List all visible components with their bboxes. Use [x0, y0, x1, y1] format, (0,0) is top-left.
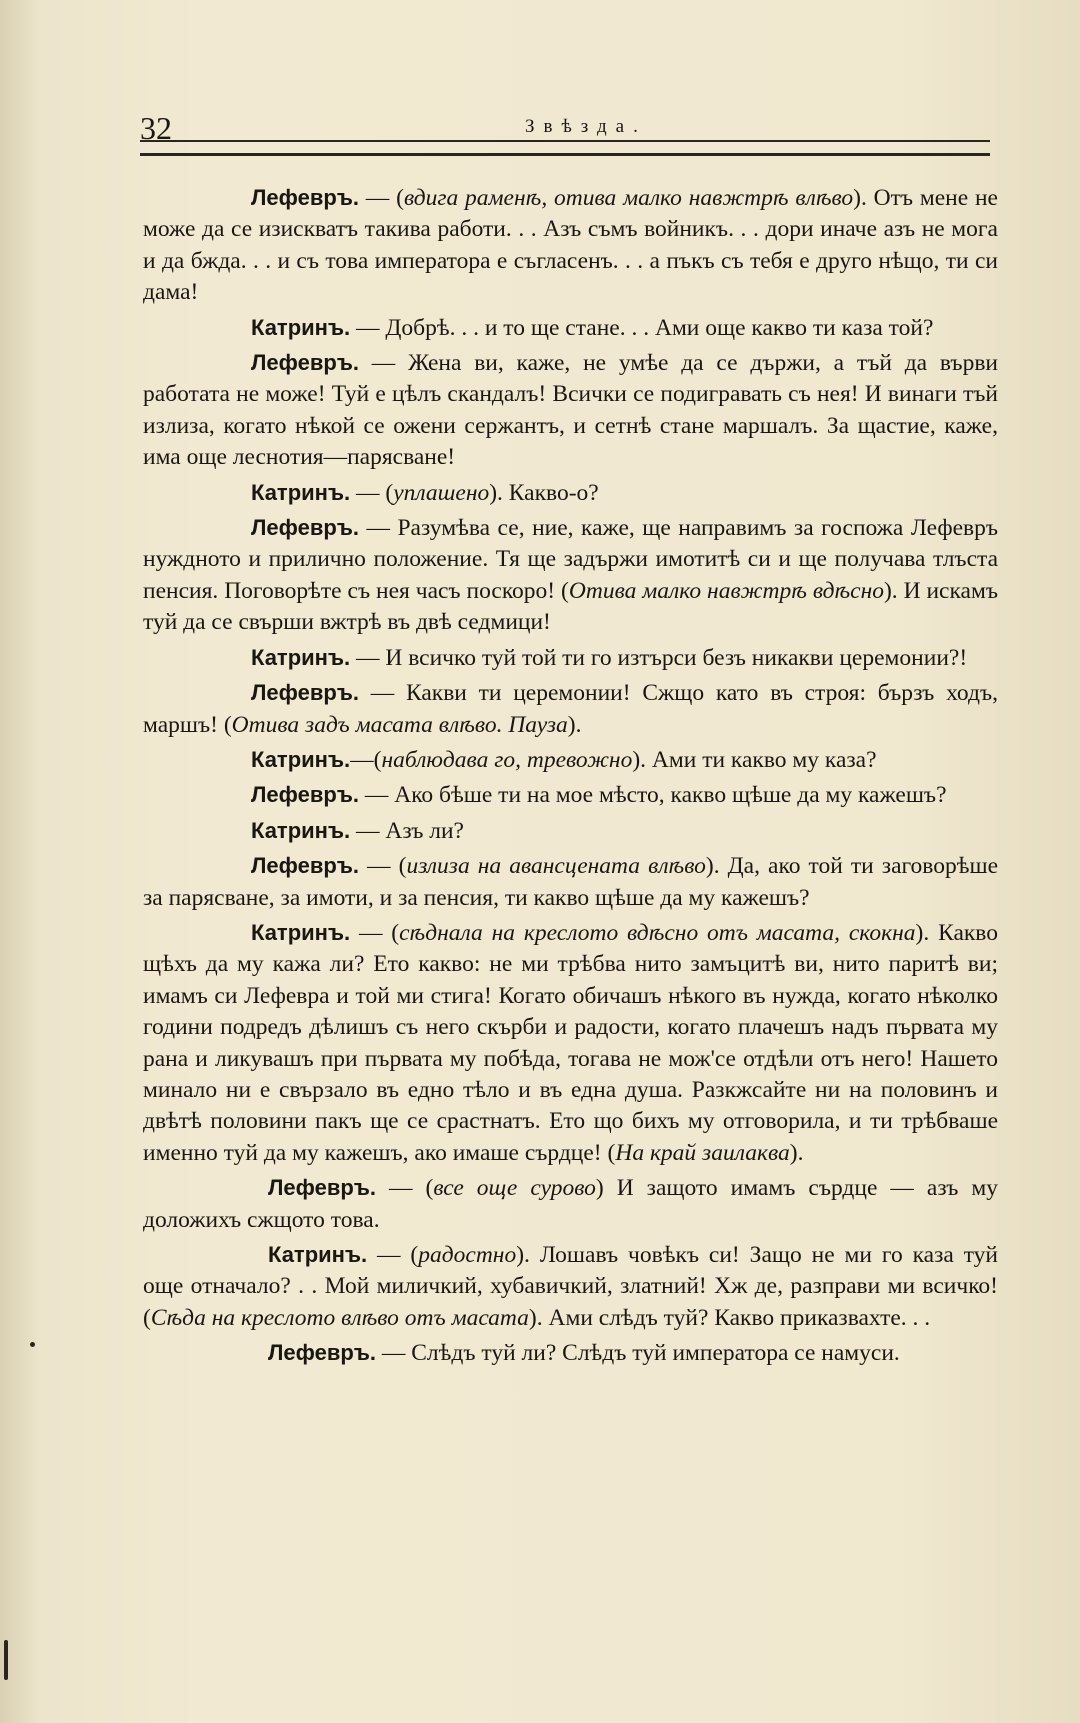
dialogue-paragraph — [143, 779, 998, 811]
speech-text: ). И искамъ туй да се свърши вжтрѣ въ двѣ седмици! — [143, 577, 999, 636]
speech-text: — Какви ти церемонии! Сжщо като въ строя: бързъ ходъ, маршъ! ( — [143, 680, 998, 738]
dialogue-paragraph — [143, 850, 998, 914]
stage-direction: На край заилаква — [615, 1139, 790, 1166]
dialogue-paragraph — [143, 815, 998, 847]
speaker-name: Катринъ. — [251, 817, 351, 843]
speech-text: ). Какво щѣхъ да му кажа ли? Ето какво: не ми трѣбва нито замъцитѣ ви, нито паритѣ ви; имамъ си Лефевра и той ми стига! Когато обичашъ нѣкого въ нужда, когато нѣколко години подредъ дѣлишъ съ него скърби и радости, когато плачешъ надъ първата му рана и ликувашъ при първата му побѣда, тогава не мож'се отдѣли отъ него! Нашето минало ни е свързало въ едно тѣло и въ една душа. Разкжсайте ни на половинъ и двѣтѣ половини пакъ ще се срастнатъ. Ето що бихъ му отговорила, и ти трѣбваше именно туй да му кажешъ, ако имаше сърдце! ( — [143, 919, 998, 1166]
speaker-name: Катринъ. — [251, 746, 351, 772]
stage-direction: все още сурово — [433, 1175, 596, 1202]
speaker-name: Катринъ. — [251, 919, 351, 945]
stage-direction: сѣднала на креслото вдѣсно отъ масата, скокна — [399, 919, 916, 946]
stage-direction: Отива задъ масата влѣво. Пауза — [231, 711, 568, 738]
stage-direction: радостно — [418, 1242, 517, 1268]
stage-direction: наблюдава го, тревожно — [381, 746, 633, 773]
speech-text: ). Какво-о? — [489, 479, 599, 506]
dialogue-paragraph — [143, 677, 998, 741]
stage-direction: Отива малко навжтрѣ вдѣсно — [568, 577, 884, 604]
dialogue-paragraph — [143, 512, 998, 639]
dialogue-paragraph — [143, 477, 998, 509]
speech-text: — Жена ви, каже, не умѣе да се държи, а тъй да върви работата не може! Туй е цѣлъ скандалъ! Всички се подигравать съ нея! И винаги тъй излиза, когато нѣкой се ожени сержантъ, и сетнѣ стане маршалъ. За щастие, каже, има още леснотия—парясване! — [143, 350, 998, 471]
speech-text: ) И защото имамъ сърдце — азъ му доложихъ сжщото това. — [143, 1175, 999, 1233]
stage-direction: уплашено — [393, 479, 490, 506]
dialogue-paragraph — [143, 1239, 998, 1334]
dialogue-paragraph — [143, 312, 998, 344]
running-title: Звѣзда. — [525, 116, 647, 137]
stage-direction: излиза на авансцената влѣво — [406, 853, 706, 880]
speech-text: ). Да, ако той ти заговорѣше за парясване, за имоти, и за пенсия, ти какво щѣше да му кажешъ? — [143, 853, 999, 911]
speech-text: ). Ами ти какво му каза? — [632, 746, 877, 773]
stage-direction: Сѣда на креслото влѣво отъ масата — [150, 1304, 529, 1331]
dialogue-paragraph — [143, 1337, 998, 1369]
speech-text: — ( — [358, 853, 407, 880]
speaker-name: Лефевръ. — [268, 1340, 376, 1366]
speech-text: ). Отъ мене не може да се изискватъ такива работи. . . Азъ съмъ войникъ. . . дори иначе азъ не мога и да бжда. . . и съ това императора е съгласенъ. . . а пъкъ съ тебя е друго нѣщо, ти си дама! — [143, 185, 998, 306]
speech-text: — И всичко туй той ти го изтърси безъ никакви церемонии?! — [350, 644, 968, 671]
dialogue-paragraph — [143, 917, 998, 1169]
speaker-name: Лефевръ. — [251, 853, 359, 879]
page-number: 32 — [140, 110, 172, 146]
dialogue-paragraph — [143, 642, 998, 674]
speech-text: — ( — [358, 185, 404, 211]
speaker-name: Катринъ. — [268, 1242, 368, 1267]
dialogue-paragraph — [143, 182, 998, 309]
speaker-name: Лефевръ. — [251, 782, 359, 808]
speech-text: — ( — [350, 479, 394, 506]
stage-direction: вдига раменѣ, отива малко навжтрѣ влѣво — [403, 185, 854, 211]
speech-text: — Азъ ли? — [350, 817, 464, 844]
margin-ink-mark — [4, 1640, 8, 1680]
speech-text: — ( — [367, 1242, 419, 1268]
speech-text: ). Ами слѣдъ туй? Какво приказвахте. . . — [528, 1304, 931, 1331]
speaker-name: Лефевръ. — [251, 185, 359, 210]
speaker-name: Катринъ. — [251, 314, 351, 340]
dialogue-paragraph — [143, 347, 998, 474]
margin-ink-dot — [30, 1342, 35, 1347]
speech-text: ). Лошавъ човѣкъ си! Защо не ми го каза туй още отначало? . . Мой миличкий, хубавичкий, златний! Хж де, разправи ми всичко! ( — [143, 1242, 999, 1331]
speech-text: ). — [567, 711, 582, 738]
speech-text: — Ако бѣше ти на мое мѣсто, какво щѣше да му кажешъ? — [358, 782, 947, 809]
speaker-name: Лефевръ. — [251, 350, 359, 376]
header-double-rule — [140, 140, 990, 156]
speaker-name: Лефевръ. — [268, 1175, 376, 1201]
speaker-name: Лефевръ. — [251, 680, 359, 706]
speaker-name: Катринъ. — [251, 644, 351, 670]
dialogue-paragraph — [143, 1172, 998, 1236]
speech-text: — ( — [350, 919, 400, 946]
speech-text: —( — [350, 746, 382, 773]
speech-text: — Разумѣва се, ние, каже, ще направимъ за госпожа Лефевръ нуждното и прилично положение. Тя ще задържи имотитѣ си и ще получава тлъста пенсия. Поговорѣте съ нея часъ поскоро! ( — [143, 515, 998, 604]
speaker-name: Катринъ. — [251, 479, 351, 505]
speaker-name: Лефевръ. — [251, 515, 359, 541]
speech-text: — Слѣдъ туй ли? Слѣдъ туй императора се намуси. — [375, 1340, 900, 1367]
speech-text: ). — [789, 1139, 804, 1166]
dialogue-paragraph — [143, 744, 998, 776]
dialogue-text — [143, 182, 998, 1373]
speech-text: — Добрѣ. . . и то ще стане. . . Ами още какво ти каза той? — [350, 314, 934, 341]
speech-text: — ( — [375, 1175, 434, 1202]
